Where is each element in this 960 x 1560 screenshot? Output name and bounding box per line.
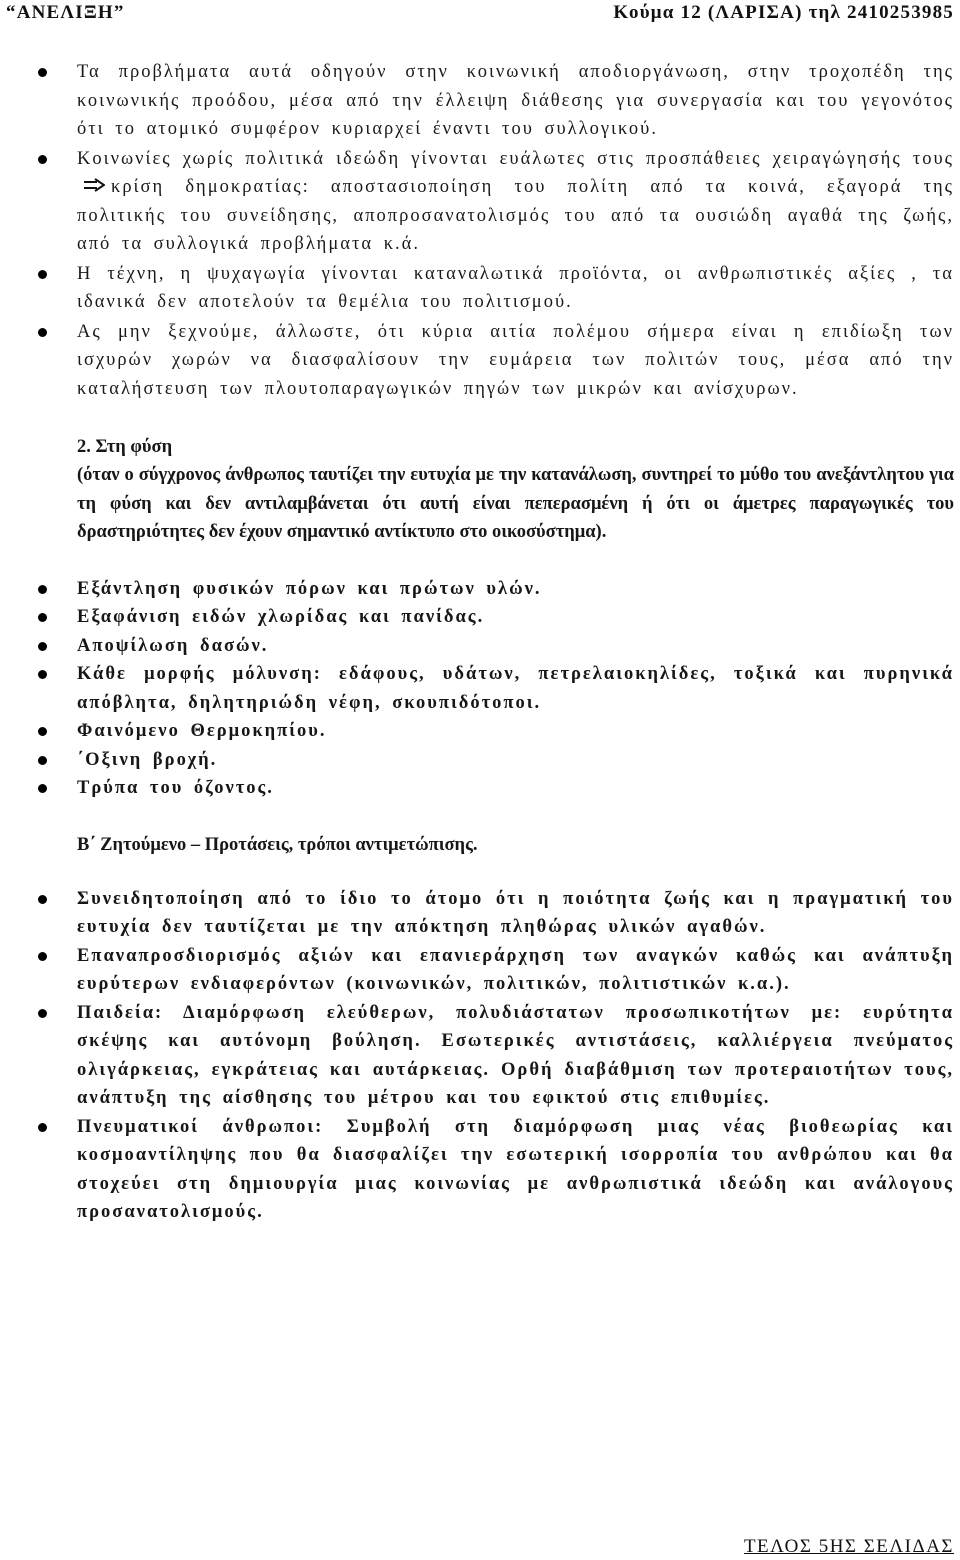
list-item-text: κρίση δημοκρατίας: αποστασιοποίηση του πολίτη από τα κοινά, εξαγορά της πολιτικής του συνείδησης, αποπροσανατολισμός του από τα ουσιώδη αγαθά της ζωής, από τα συλλογικά προβλήματα κ.ά. xyxy=(77,177,954,254)
list-item: Παιδεία: Διαμόρφωση ελεύθερων, πολυδιάστατων προσωπικοτήτων με: ευρύτητα σκέψης και αυτόνομη βούληση. Εσωτερικές αντιστάσεις, καλλιέργεια πνεύματος ολιγάρκειας, εγκράτειας και αυτάρκειας. Ορθή διαβάθμιση των προτεραιοτήτων τους, ανάπτυξη της αίσθησης του μέτρου και του εφικτού στις επιθυμίες. xyxy=(0,999,960,1113)
list-item: Αποψίλωση δασών. xyxy=(0,632,960,661)
list-item: Φαινόμενο Θερμοκηπίου. xyxy=(0,717,960,746)
list-item: Επαναπροσδιορισμός αξιών και επανιεράρχηση των αναγκών καθώς και ανάπτυξη ευρύτερων ενδιαφερόντων (κοινωνικών, πολιτικών, πολιτιστικών κ.α.). xyxy=(0,942,960,999)
list-item: Πνευματικοί άνθρωποι: Συμβολή στη διαμόρφωση μιας νέας βιοθεωρίας και κοσμοαντίληψης που θα διασφαλίζει την εσωτερική ισορροπία του ανθρώπου και θα στοχεύει στη δημιουργία μιας κοινωνίας με ανθρωπιστικά ιδεώδη και ανάλογους προσανατολισμούς. xyxy=(0,1113,960,1227)
list-item: Εξάντληση φυσικών πόρων και πρώτων υλών. xyxy=(0,575,960,604)
list-item: Η τέχνη, η ψυχαγωγία γίνονται καταναλωτικά προϊόντα, οι ανθρωπιστικές αξίες , τα ιδανικά δεν αποτελούν τα θεμέλια του πολιτισμού. xyxy=(0,260,960,317)
list-item-text: Κοινωνίες χωρίς πολιτικά ιδεώδη γίνονται ευάλωτες στις προσπάθειες χειραγώγησής τους xyxy=(77,148,954,169)
bullet-list-social xyxy=(0,58,960,403)
page-content xyxy=(0,58,960,1227)
page-footer: ΤΕΛΟΣ 5ΗΣ ΣΕΛΙΔΑΣ xyxy=(743,1536,954,1557)
list-item xyxy=(0,145,960,259)
list-item: Τα προβλήματα αυτά οδηγούν στην κοινωνική αποδιοργάνωση, στην τροχοπέδη της κοινωνικής προόδου, μέσα από την έλλειψη διάθεσης για συνεργασία και του γεγονότος ότι το ατομικό συμφέρον κυριαρχεί έναντι του συλλογικού. xyxy=(0,58,960,144)
list-item: ΄Οξινη βροχή. xyxy=(0,746,960,775)
list-item: Τρύπα του όζοντος. xyxy=(0,774,960,803)
list-item: Κάθε μορφής μόλυνση: εδάφους, υδάτων, πετρελαιοκηλίδες, τοξικά και πυρηνικά απόβλητα, δηλητηριώδη νέφη, σκουπιδότοποι. xyxy=(0,660,960,717)
section-heading: Β΄ Ζητούμενο – Προτάσεις, τρόποι αντιμετώπισης. xyxy=(77,834,478,855)
bullet-list-nature xyxy=(0,575,960,803)
double-right-arrow-icon xyxy=(83,173,105,202)
page-header xyxy=(6,2,954,28)
section-intro: (όταν ο σύγχρονος άνθρωπος ταυτίζει την ευτυχία με την κατανάλωση, συντηρεί το μύθο του ανεξάντλητου για τη φύση και δεν αντιλαμβάνεται ότι αυτή είναι πεπερασμένη ή ότι οι άμετρες παραγωγικές του δραστηριότητες δεν έχουν σημαντικό αντίκτυπο στο οικοσύστημα). xyxy=(77,465,954,542)
header-brand: “ΑΝΕΛΙΞΗ” xyxy=(6,2,125,23)
list-item: Συνειδητοποίηση από το ίδιο το άτομο ότι η ποιότητα ζωής και η πραγματική του ευτυχία δεν ταυτίζεται με την απόκτηση πληθώρας υλικών αγαθών. xyxy=(0,885,960,942)
section-heading: 2. Στη φύση xyxy=(77,437,173,457)
header-contact: Κούμα 12 (ΛΑΡΙΣΑ) τηλ 2410253985 xyxy=(613,2,954,23)
list-item: Εξαφάνιση ειδών χλωρίδας και πανίδας. xyxy=(0,603,960,632)
list-item: Ας μην ξεχνούμε, άλλωστε, ότι κύρια αιτία πολέμου σήμερα είναι η επιδίωξη των ισχυρών χωρών να διασφαλίσουν την ευμάρεια των πολιτών τους, μέσα από την καταλήστευση των πλουτοπαραγωγικών πηγών των μικρών και ανίσχυρων. xyxy=(0,318,960,404)
bullet-list-proposals xyxy=(0,885,960,1227)
